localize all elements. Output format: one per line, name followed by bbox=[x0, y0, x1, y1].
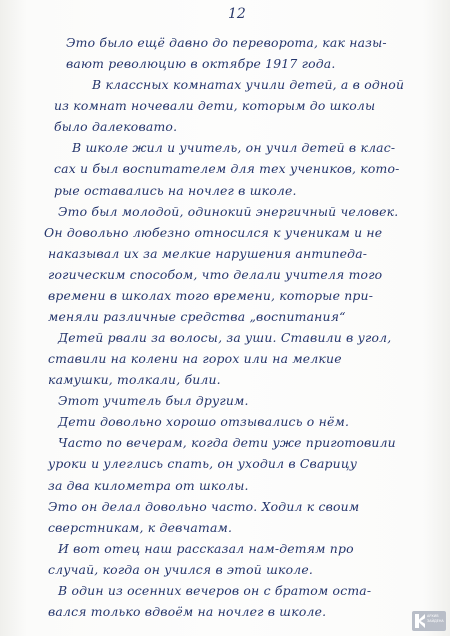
text-line: вают революцию в октябре 1917 года. bbox=[66, 56, 336, 72]
text-line: Это был молодой, одинокий энергичный человек. bbox=[58, 203, 399, 219]
text-line: ставили на колени на горох или на мелкие bbox=[48, 351, 342, 367]
page-number: 12 bbox=[228, 6, 246, 22]
text-line: за два километра от школы. bbox=[48, 477, 249, 493]
text-line: уроки и улеглись спать, он уходил в Сварицу bbox=[48, 456, 358, 472]
text-line: В один из осенних вечеров он с братом оста- bbox=[58, 582, 372, 598]
text-line: сах и был воспитателем для тех учеников, кото- bbox=[54, 161, 400, 177]
text-line: гогическим способом, что делали учителя того bbox=[48, 266, 383, 282]
text-line: меняли различные средства „воспитания“ bbox=[48, 308, 346, 324]
text-line: Дети довольно хорошо отзывались о нём. bbox=[58, 414, 350, 430]
text-line: И вот отец наш рассказал нам-детям про bbox=[58, 540, 354, 556]
text-line: из комнат ночевали дети, которым до школы bbox=[54, 98, 376, 114]
archive-stamp-text: АРХИВ ЗАЙДЕНА bbox=[427, 614, 444, 623]
text-line: вался только вдвоём на ночлег в школе. bbox=[48, 604, 327, 619]
text-line: рые оставались на ночлег в школе. bbox=[54, 182, 297, 198]
text-line: Детей рвали за волосы, за уши. Ставили в угол, bbox=[58, 330, 392, 346]
text-line: случай, когда он учился в этой школе. bbox=[48, 561, 314, 577]
text-line: Этот учитель был другим. bbox=[58, 393, 249, 409]
text-line: времени в школах того времени, которые при- bbox=[48, 287, 374, 303]
text-line: камушки, толкали, били. bbox=[48, 372, 221, 388]
text-line: Это было ещё давно до переворота, как назы- bbox=[66, 35, 387, 50]
text-line: было далековато. bbox=[54, 119, 178, 135]
text-line: В школе жил и учитель, он учил детей в клас- bbox=[72, 140, 396, 156]
text-line: наказывал их за мелкие нарушения антипеда- bbox=[48, 245, 368, 261]
archive-k-icon bbox=[415, 614, 425, 628]
archive-stamp-logo bbox=[412, 611, 446, 631]
text-line: Это он делал довольно часто. Ходил к своим bbox=[48, 498, 360, 514]
text-line: Часто по вечерам, когда дети уже приготовили bbox=[58, 435, 396, 451]
text-line: В классных комнатах учили детей, а в одной bbox=[92, 77, 405, 93]
text-line: сверстникам, к девчатам. bbox=[48, 519, 233, 535]
text-line: Он довольно любезно относился к ученикам и не bbox=[44, 224, 383, 240]
